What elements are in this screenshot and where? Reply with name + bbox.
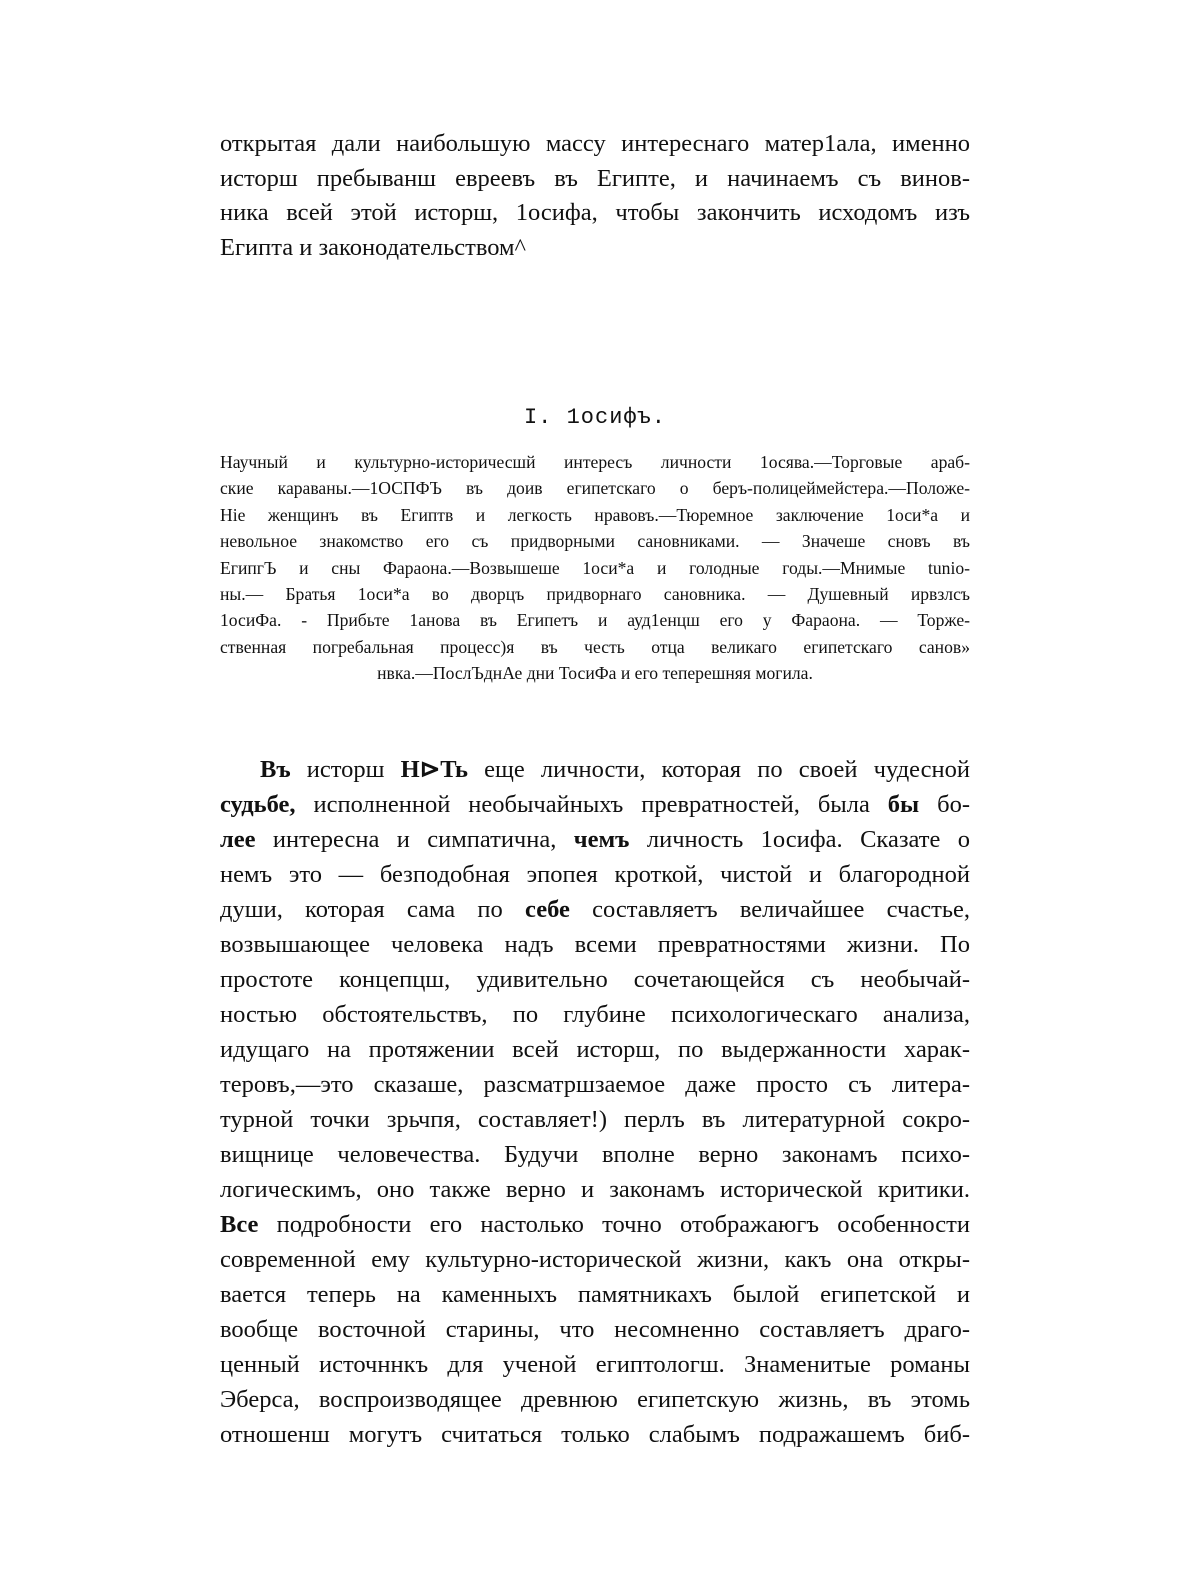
body-line: отношенш могутъ считаться только слабымъ подражашемъ биб- xyxy=(220,1421,970,1448)
summary-line: невольное знакомство его съ придворными сановниками. — Значеше сновъ въ xyxy=(220,531,970,552)
intro-line: открытая дали наибольшую массу интереснаго матер1ала, именно xyxy=(220,130,970,157)
chapter-summary xyxy=(220,449,970,687)
bold-word: судьбе, xyxy=(220,791,296,818)
body-line xyxy=(220,1207,970,1242)
chapter-heading: I. 1осифъ. xyxy=(523,405,667,430)
body-line xyxy=(220,787,970,822)
body-line: турной точки зрьчпя, составляет!) перлъ въ литературной сокро- xyxy=(220,1106,970,1133)
bold-word: чемъ xyxy=(573,826,630,853)
body-text xyxy=(220,752,970,1452)
body-line: идущаго на протяжении всей исторш, по выдержанности харак- xyxy=(220,1036,970,1063)
summary-line: ЕгипгЪ и сны Фараона.—Возвышеше 1оси*а и голодные годы.—Мнимые tunio- xyxy=(220,557,970,578)
summary-line: ственная погребальная процесс)я въ честь отца великаго египетскаго санов» xyxy=(220,636,970,657)
body-line: немъ это — безподобная эпопея кроткой, чистой и благородной xyxy=(220,861,970,888)
intro-paragraph xyxy=(220,127,970,265)
body-line: современной ему культурно-исторической жизни, какъ она откры- xyxy=(220,1246,970,1273)
body-text-run: бо- xyxy=(919,791,971,818)
body-text-run: души, которая сама по xyxy=(220,896,526,923)
intro-line: исторш пребыванш евреевъ въ Египте, и начинаемъ съ винов- xyxy=(220,164,970,192)
body-line: Эберса, воспроизводящее древнюю египетскую жизнь, въ этомь xyxy=(220,1386,970,1413)
summary-line: нвка.—ПослЪднАе дни ТосиФа и его теперешняя могила. xyxy=(377,663,813,684)
body-text-run: исполненной необычайныхъ превратностей, была xyxy=(295,791,888,818)
body-text-run: интересна и симпатична, xyxy=(255,826,574,853)
body-line: ценный источннкъ для ученой египтологш. Знаменитые романы xyxy=(220,1351,970,1378)
bold-word: лее xyxy=(220,826,256,853)
body-line xyxy=(220,752,970,787)
body-text-run: составляетъ величайшее счастье, xyxy=(569,896,970,923)
body-line: простоте концепцш, удивительно сочетающейся съ необычай- xyxy=(220,966,970,993)
summary-line: ны.— Братья 1оси*а во дворцъ придворнаго сановника. — Душевный ирвзлсъ xyxy=(220,584,970,605)
body-text-run: личность 1осифа. Сказате о xyxy=(629,826,970,853)
intro-line: ника всей этой исторш, 1осифа, чтобы закончить исходомъ изъ xyxy=(220,199,970,226)
bold-word: Н⊳Ть xyxy=(400,756,468,783)
bold-word: Все xyxy=(220,1211,259,1238)
body-text-run: еще личности, которая по своей чудесной xyxy=(467,756,970,783)
summary-line: ские караваны.—1ОСПФЪ въ доив египетскаго о беръ-полицеймейстера.—Положе- xyxy=(220,478,970,499)
body-text-run: подробности его настолько точно отображаюгъ особенности xyxy=(258,1211,970,1238)
bold-word: себе xyxy=(525,896,570,923)
intro-line: Египта и законодательством^ xyxy=(220,233,527,261)
bold-word: Въ xyxy=(260,756,291,783)
body-line: логическимъ, оно также верно и законамъ исторической критики. xyxy=(220,1176,970,1203)
body-line: ностью обстоятельствъ, по глубине психологическаго анализа, xyxy=(220,1001,970,1028)
body-line xyxy=(220,892,970,927)
body-text-run: исторш xyxy=(290,756,401,783)
summary-line: Научный и культурно-историчесшй интересъ личности 1осява.—Торговые араб- xyxy=(220,452,970,472)
body-line: возвышающее человека надъ всеми превратностями жизни. По xyxy=(220,931,970,958)
body-line: теровъ,—это сказаше, разсматршзаемое даже просто съ литера- xyxy=(220,1071,970,1098)
summary-line: Hie женщинъ въ Египтв и легкость нравовъ.—Тюремное заключение 1оси*а и xyxy=(220,504,970,525)
summary-line: 1осиФа. - Прибьте 1анова въ Египетъ и ауд1енцш его у Фараона. — Торже- xyxy=(220,610,970,631)
body-line: вищнице человечества. Будучи вполне верно законамъ психо- xyxy=(220,1141,970,1168)
bold-word: бы xyxy=(887,791,920,818)
body-line: вообще восточной старины, что несомненно составляетъ драго- xyxy=(220,1316,970,1343)
body-line: вается теперь на каменныхъ памятникахъ былой египетской и xyxy=(220,1281,970,1308)
body-line xyxy=(220,822,970,857)
